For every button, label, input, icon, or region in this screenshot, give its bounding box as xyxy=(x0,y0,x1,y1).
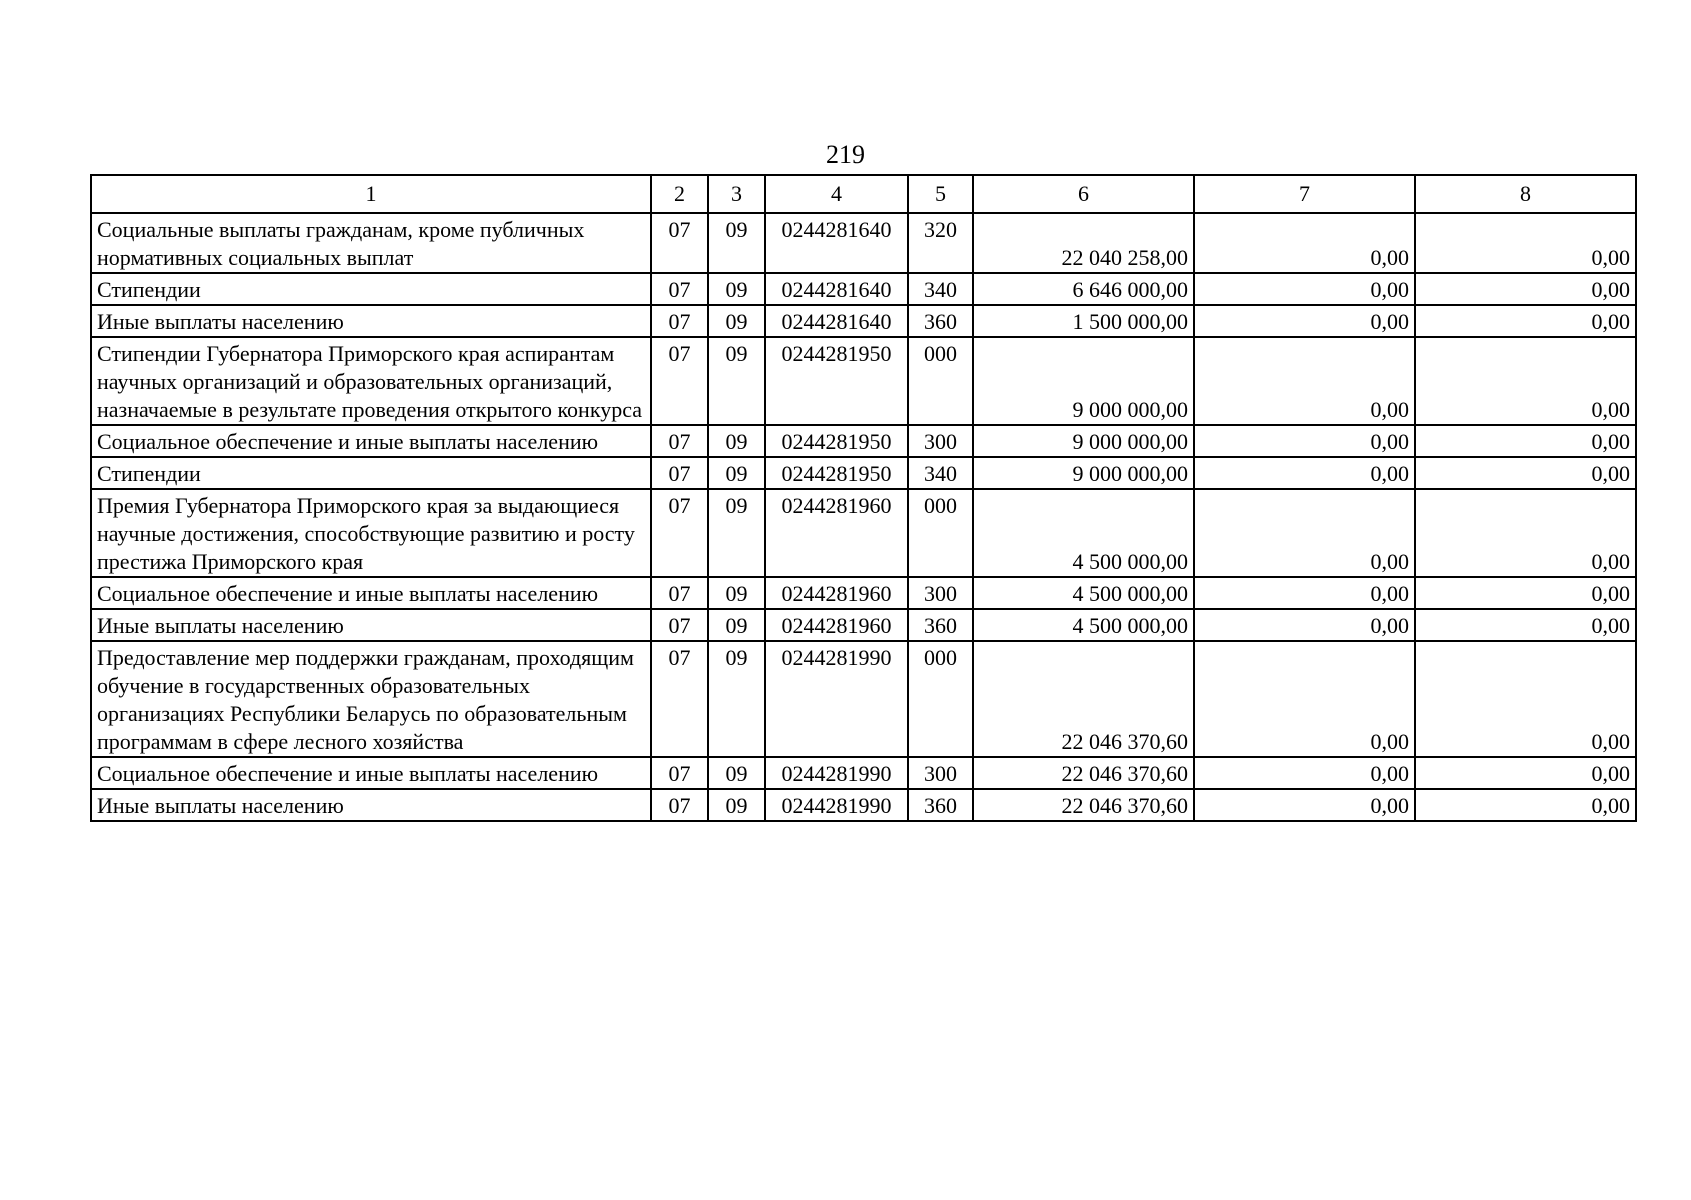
amount-cell: 0,00 xyxy=(1415,489,1636,577)
table-row xyxy=(91,757,1636,789)
amount-cell: 0,00 xyxy=(1415,273,1636,305)
subsection-code-cell: 09 xyxy=(708,609,765,641)
amount-cell: 0,00 xyxy=(1415,641,1636,757)
table-row xyxy=(91,457,1636,489)
target-article-cell: 0244281960 xyxy=(765,577,908,609)
table-row xyxy=(91,641,1636,757)
amount-cell: 0,00 xyxy=(1415,457,1636,489)
section-code-cell: 07 xyxy=(651,273,708,305)
expense-name-cell: Социальное обеспечение и иные выплаты населению xyxy=(91,425,651,457)
table-row xyxy=(91,577,1636,609)
expense-type-cell: 340 xyxy=(908,457,973,489)
amount-cell: 0,00 xyxy=(1194,489,1415,577)
amount-cell: 6 646 000,00 xyxy=(973,273,1194,305)
target-article-cell: 0244281990 xyxy=(765,789,908,821)
section-code-cell: 07 xyxy=(651,213,708,273)
amount-cell: 0,00 xyxy=(1194,789,1415,821)
amount-cell: 22 046 370,60 xyxy=(973,757,1194,789)
amount-cell: 0,00 xyxy=(1415,757,1636,789)
expense-type-cell: 300 xyxy=(908,577,973,609)
column-number-header: 4 xyxy=(765,175,908,213)
column-number-header: 3 xyxy=(708,175,765,213)
amount-cell: 0,00 xyxy=(1415,789,1636,821)
amount-cell: 0,00 xyxy=(1194,577,1415,609)
expense-name-cell: Социальное обеспечение и иные выплаты населению xyxy=(91,577,651,609)
amount-cell: 1 500 000,00 xyxy=(973,305,1194,337)
expense-name-cell: Социальное обеспечение и иные выплаты населению xyxy=(91,757,651,789)
subsection-code-cell: 09 xyxy=(708,489,765,577)
table-row xyxy=(91,337,1636,425)
table-row xyxy=(91,489,1636,577)
subsection-code-cell: 09 xyxy=(708,337,765,425)
table-row xyxy=(91,273,1636,305)
amount-cell: 0,00 xyxy=(1415,425,1636,457)
expense-type-cell: 320 xyxy=(908,213,973,273)
expense-type-cell: 360 xyxy=(908,305,973,337)
target-article-cell: 0244281960 xyxy=(765,489,908,577)
section-code-cell: 07 xyxy=(651,489,708,577)
amount-cell: 9 000 000,00 xyxy=(973,337,1194,425)
section-code-cell: 07 xyxy=(651,789,708,821)
target-article-cell: 0244281950 xyxy=(765,337,908,425)
target-article-cell: 0244281990 xyxy=(765,641,908,757)
expense-name-cell: Стипендии xyxy=(91,273,651,305)
expense-type-cell: 300 xyxy=(908,425,973,457)
subsection-code-cell: 09 xyxy=(708,789,765,821)
expense-name-cell: Предоставление мер поддержки гражданам, проходящим обучение в государственных образовательных организациях Республики Беларусь по образовательным программам в сфере лесного хозяйства xyxy=(91,641,651,757)
column-number-header: 1 xyxy=(91,175,651,213)
amount-cell: 22 046 370,60 xyxy=(973,789,1194,821)
expense-name-cell: Иные выплаты населению xyxy=(91,789,651,821)
expense-name-cell: Иные выплаты населению xyxy=(91,305,651,337)
amount-cell: 22 046 370,60 xyxy=(973,641,1194,757)
amount-cell: 4 500 000,00 xyxy=(973,577,1194,609)
table-row xyxy=(91,609,1636,641)
target-article-cell: 0244281950 xyxy=(765,425,908,457)
budget-table xyxy=(90,174,1637,822)
section-code-cell: 07 xyxy=(651,425,708,457)
amount-cell: 0,00 xyxy=(1194,213,1415,273)
subsection-code-cell: 09 xyxy=(708,577,765,609)
expense-name-cell: Стипендии xyxy=(91,457,651,489)
table-header-row xyxy=(91,175,1636,213)
expense-type-cell: 340 xyxy=(908,273,973,305)
subsection-code-cell: 09 xyxy=(708,425,765,457)
target-article-cell: 0244281640 xyxy=(765,213,908,273)
amount-cell: 22 040 258,00 xyxy=(973,213,1194,273)
subsection-code-cell: 09 xyxy=(708,457,765,489)
section-code-cell: 07 xyxy=(651,609,708,641)
amount-cell: 0,00 xyxy=(1194,273,1415,305)
amount-cell: 0,00 xyxy=(1415,213,1636,273)
amount-cell: 0,00 xyxy=(1194,609,1415,641)
column-number-header: 7 xyxy=(1194,175,1415,213)
expense-type-cell: 360 xyxy=(908,789,973,821)
amount-cell: 0,00 xyxy=(1194,337,1415,425)
expense-name-cell: Иные выплаты населению xyxy=(91,609,651,641)
amount-cell: 4 500 000,00 xyxy=(973,489,1194,577)
section-code-cell: 07 xyxy=(651,457,708,489)
amount-cell: 0,00 xyxy=(1415,577,1636,609)
amount-cell: 4 500 000,00 xyxy=(973,609,1194,641)
table-row xyxy=(91,213,1636,273)
amount-cell: 0,00 xyxy=(1415,305,1636,337)
amount-cell: 0,00 xyxy=(1415,609,1636,641)
amount-cell: 0,00 xyxy=(1194,641,1415,757)
amount-cell: 9 000 000,00 xyxy=(973,425,1194,457)
amount-cell: 9 000 000,00 xyxy=(973,457,1194,489)
subsection-code-cell: 09 xyxy=(708,305,765,337)
amount-cell: 0,00 xyxy=(1194,757,1415,789)
target-article-cell: 0244281990 xyxy=(765,757,908,789)
expense-type-cell: 360 xyxy=(908,609,973,641)
section-code-cell: 07 xyxy=(651,757,708,789)
subsection-code-cell: 09 xyxy=(708,213,765,273)
column-number-header: 6 xyxy=(973,175,1194,213)
target-article-cell: 0244281960 xyxy=(765,609,908,641)
amount-cell: 0,00 xyxy=(1194,425,1415,457)
subsection-code-cell: 09 xyxy=(708,273,765,305)
target-article-cell: 0244281640 xyxy=(765,273,908,305)
section-code-cell: 07 xyxy=(651,577,708,609)
subsection-code-cell: 09 xyxy=(708,641,765,757)
column-number-header: 8 xyxy=(1415,175,1636,213)
subsection-code-cell: 09 xyxy=(708,757,765,789)
section-code-cell: 07 xyxy=(651,305,708,337)
amount-cell: 0,00 xyxy=(1194,457,1415,489)
expense-type-cell: 300 xyxy=(908,757,973,789)
expense-type-cell: 000 xyxy=(908,641,973,757)
page-number: 219 xyxy=(826,140,865,169)
expense-name-cell: Социальные выплаты гражданам, кроме публичных нормативных социальных выплат xyxy=(91,213,651,273)
expense-type-cell: 000 xyxy=(908,337,973,425)
amount-cell: 0,00 xyxy=(1194,305,1415,337)
column-number-header: 2 xyxy=(651,175,708,213)
section-code-cell: 07 xyxy=(651,641,708,757)
expense-name-cell: Стипендии Губернатора Приморского края аспирантам научных организаций и образовательных организаций, назначаемые в результате проведения открытого конкурса xyxy=(91,337,651,425)
expense-type-cell: 000 xyxy=(908,489,973,577)
expense-name-cell: Премия Губернатора Приморского края за выдающиеся научные достижения, способствующие развитию и росту престижа Приморского края xyxy=(91,489,651,577)
column-number-header: 5 xyxy=(908,175,973,213)
target-article-cell: 0244281640 xyxy=(765,305,908,337)
table-row xyxy=(91,789,1636,821)
target-article-cell: 0244281950 xyxy=(765,457,908,489)
section-code-cell: 07 xyxy=(651,337,708,425)
amount-cell: 0,00 xyxy=(1415,337,1636,425)
table-row xyxy=(91,425,1636,457)
table-row xyxy=(91,305,1636,337)
